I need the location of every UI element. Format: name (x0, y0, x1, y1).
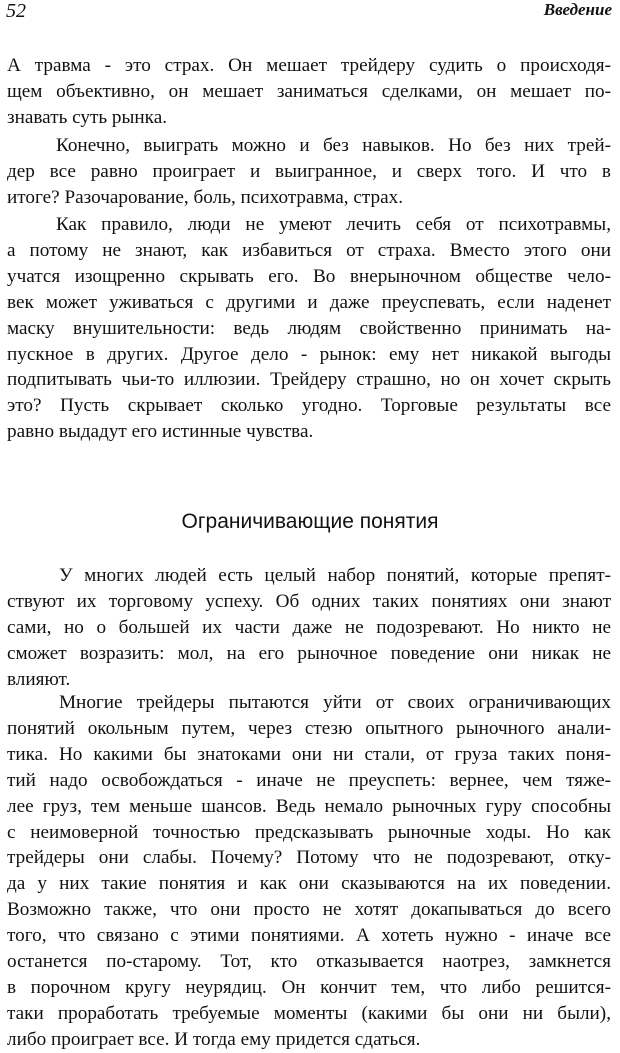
text-line: влияют. (7, 668, 71, 690)
intro-section (7, 212, 611, 445)
text-line: маску внушительности: ведь людям свойственно принимать на- (7, 317, 611, 339)
text-line: ствуют их торговому успеху. Об одних таких понятиях они знают (7, 590, 611, 612)
text-line: дер все равно проиграет и выигранное, и сверх того. И что в (7, 160, 611, 182)
text-line: А травма - это страх. Он мешает трейдеру судить о происходя- (7, 55, 611, 76)
text-line: У многих людей есть целый набор понятий, которые препят- (59, 565, 611, 586)
text-line: сами, но о большей их части даже не подозревают. Но никто не (7, 616, 611, 638)
text-line: понятий окольным путем, через стезю опытного рыночного анали- (7, 717, 611, 739)
text-line: пускное в других. Другое дело - рынок: ему нет никакой выгоды (7, 343, 611, 365)
intro-section (7, 53, 611, 131)
text-line: итоге? Разочарование, боль, психотравма, страх. (7, 186, 404, 208)
main-section (7, 563, 611, 693)
text-line: щем объективно, он мешает заниматься сделками, он мешает по- (7, 80, 611, 102)
text-line: подпитывать чьи-то иллюзии. Трейдеру страшно, но он хочет скрыть (7, 369, 611, 391)
page-number: 52 (6, 0, 26, 22)
text-line: с неимоверной точностью предсказывать рыночные ходы. Но как (7, 821, 611, 843)
text-line: трейдеры они слабы. Почему? Потому что не подозревают, отку- (7, 847, 611, 869)
text-line: таки проработать требуемые моменты (какими бы они ни были), (7, 1002, 611, 1024)
section-heading: Ограничивающие понятия (181, 510, 439, 533)
text-line: а потому не знают, как избавиться от страха. Вместо этого они (7, 239, 611, 261)
text-line: век может уживаться с другими и даже преуспевать, если наденет (7, 291, 611, 313)
main-section (7, 690, 611, 1053)
text-line: останется по-старому. Тот, кто отказывается наотрез, замкнется (7, 951, 611, 973)
intro-section (7, 133, 611, 211)
text-line: равно выдадут его истинные чувства. (7, 421, 314, 443)
text-line: учатся изощренно скрывать его. Во внерыночном обществе чело- (7, 265, 611, 287)
text-line: Как правило, люди не умеют лечить себя от психотравмы, (56, 214, 611, 235)
text-line: лее груз, тем меньше шансов. Ведь немало рыночных гуру способны (7, 795, 611, 817)
text-line: либо проиграет все. И тогда ему придется сдаться. (7, 1028, 421, 1050)
text-line: в порочном кругу неурядиц. Он кончит тем, что либо решится- (7, 976, 611, 998)
text-line: знавать суть рынка. (7, 106, 168, 128)
text-line: того, что связано с этими понятиями. А хотеть нужно - иначе все (7, 925, 611, 947)
text-line: Многие трейдеры пытаются уйти от своих ограничивающих (59, 692, 611, 713)
text-line: тика. Но какими бы знатоками они ни стали, от груза таких поня- (7, 743, 611, 765)
text-line: тий надо освобождаться - иначе не преуспеть: вернее, чем тяже- (7, 769, 611, 791)
page-header (6, 0, 612, 26)
text-line: да у них такие понятия и как они сказываются на их поведении. (7, 873, 611, 895)
text-line: Конечно, выиграть можно и без навыков. Но без них трей- (56, 135, 611, 156)
running-title: Введение (543, 0, 612, 19)
text-line: Возможно также, что они просто не хотят докапываться до всего (7, 899, 611, 921)
text-line: сможет возразить: мол, на его рыночное поведение они никак не (7, 642, 611, 664)
text-line: это? Пусть скрывает сколько угодно. Торговые результаты все (7, 395, 611, 417)
